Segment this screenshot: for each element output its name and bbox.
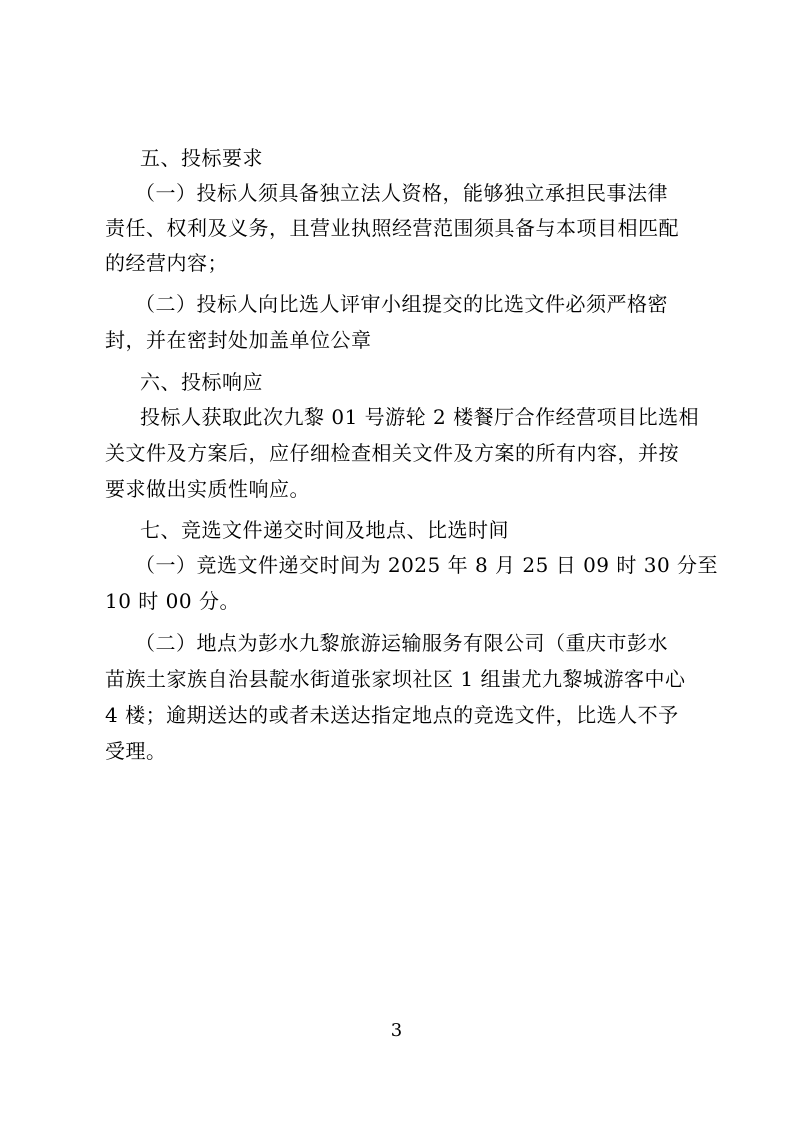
section-heading-bid-response: 六、投标响应	[140, 370, 263, 394]
page-number: 3	[390, 1020, 403, 1041]
paragraph-line: 封，并在密封处加盖单位公章	[105, 328, 372, 352]
paragraph-line: （二）地点为彭水九黎旅游运输服务有限公司（重庆市彭水	[135, 631, 668, 655]
paragraph-line: （二）投标人向比选人评审小组提交的比选文件必须严格密	[135, 292, 668, 316]
paragraph-line: 受理。	[105, 739, 167, 763]
section-heading-submission-time-place: 七、竞选文件递交时间及地点、比选时间	[140, 518, 509, 542]
paragraph-line: （一）投标人须具备独立法人资格，能够独立承担民事法律	[135, 181, 668, 205]
paragraph-line: 10 时 00 分。	[105, 589, 240, 613]
paragraph-line: 的经营内容；	[105, 251, 228, 275]
paragraph-line: 要求做出实质性响应。	[105, 477, 310, 501]
paragraph-line: 苗族土家族自治县靛水街道张家坝社区 1 组蚩尤九黎城游客中心	[105, 667, 686, 691]
paragraph-line: 4 楼；逾期送达的或者未送达指定地点的竞选文件，比选人不予	[105, 703, 679, 727]
section-heading-bid-requirements: 五、投标要求	[140, 146, 263, 170]
paragraph-line: 关文件及方案后，应仔细检查相关文件及方案的所有内容，并按	[105, 441, 679, 465]
paragraph-line: 投标人获取此次九黎 01 号游轮 2 楼餐厅合作经营项目比选相	[140, 405, 700, 429]
paragraph-line: （一）竞选文件递交时间为 2025 年 8 月 25 日 09 时 30 分至	[135, 553, 719, 577]
paragraph-line: 责任、权利及义务，且营业执照经营范围须具备与本项目相匹配	[105, 216, 679, 240]
